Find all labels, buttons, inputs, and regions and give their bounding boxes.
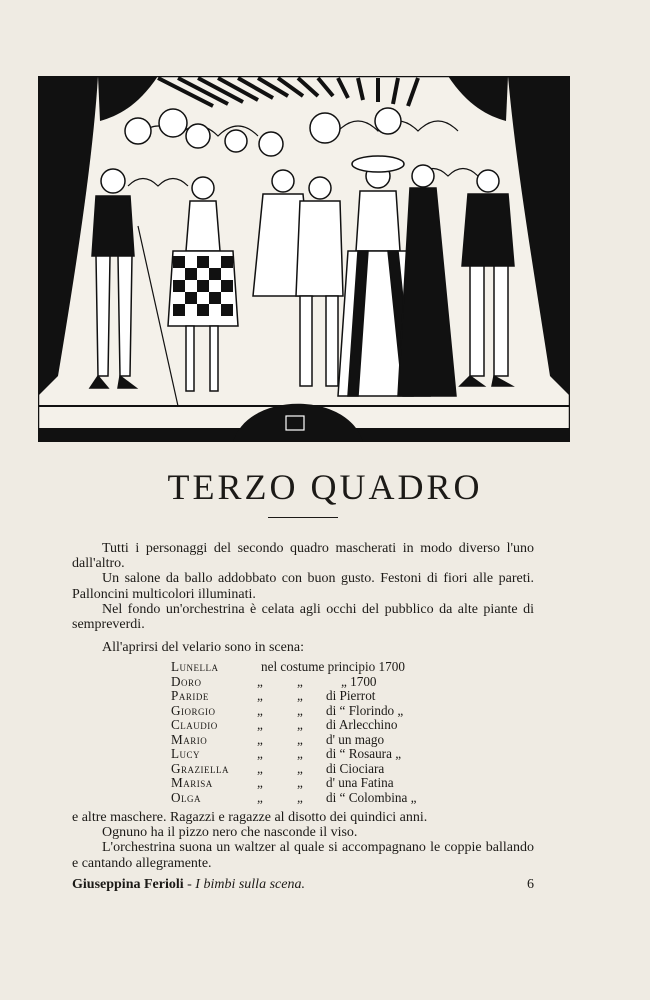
cast-row xyxy=(171,718,461,733)
costume-description: di “ Florindo „ xyxy=(326,702,404,718)
ditto-mark: „ xyxy=(297,775,303,790)
ditto-mark: „ xyxy=(297,731,303,747)
ditto-mark: „ xyxy=(297,688,303,703)
page-footer xyxy=(72,877,534,893)
paragraph: All'aprirsi del velario sono in scena: xyxy=(102,640,304,656)
heading-rule xyxy=(268,517,338,518)
paragraph: Un salone da ballo addobbato con buon gusto. Festoni di fiori alle pareti. Palloncini multicolori illuminati. xyxy=(72,571,534,602)
character-name: Paride xyxy=(171,688,209,703)
cast-row xyxy=(171,762,461,777)
costume-description: di “ Colombina „ xyxy=(326,789,417,805)
cast-row xyxy=(171,747,461,762)
cast-row xyxy=(171,776,461,791)
ditto-mark: „ xyxy=(257,717,263,732)
ditto-mark: „ xyxy=(257,673,263,689)
costume-description: d' una Fatina xyxy=(326,775,394,790)
ditto-mark: „ xyxy=(257,731,263,747)
paragraph: Ognuno ha il pizzo nero che nasconde il viso. xyxy=(102,825,358,841)
closing-text xyxy=(72,810,534,871)
costume-description: d' un mago xyxy=(326,731,385,747)
costume-description: di Pierrot xyxy=(326,688,376,703)
costume-description: „ 1700 xyxy=(341,673,377,689)
footer-separator: - xyxy=(183,877,196,892)
paragraph: L'orchestrina suona un waltzer al quale si accompagnano le coppie ballando e cantando allegramente. xyxy=(72,840,534,871)
costume-description: di “ Rosaura „ xyxy=(326,746,402,761)
footer-book-title: I bimbi sulla scena. xyxy=(195,877,305,892)
character-name: Mario xyxy=(171,731,208,747)
intro-text xyxy=(72,541,534,655)
character-name: Graziella xyxy=(171,760,230,776)
ditto-mark: „ xyxy=(297,673,303,689)
character-name: Lunella xyxy=(171,659,219,674)
ditto-mark: „ xyxy=(297,789,303,805)
character-name: Lucy xyxy=(171,746,201,761)
character-name: Marisa xyxy=(171,775,213,790)
ditto-mark: „ xyxy=(257,702,263,718)
ditto-mark: „ xyxy=(257,760,263,776)
costume-description: di Ciociara xyxy=(326,760,385,776)
cast-row xyxy=(171,733,461,748)
page-number: 6 xyxy=(527,877,534,892)
footer-author: Giuseppina Ferioli xyxy=(72,877,184,892)
ditto-mark: „ xyxy=(297,717,303,732)
cast-row xyxy=(171,660,461,675)
ditto-mark: „ xyxy=(257,688,263,703)
cast-row xyxy=(171,704,461,719)
character-name: Doro xyxy=(171,673,202,689)
ditto-mark: „ xyxy=(257,789,263,805)
cast-row xyxy=(171,791,461,806)
costume-description: nel costume principio 1700 xyxy=(261,659,405,674)
character-name: Giorgio xyxy=(171,702,216,718)
ditto-mark: „ xyxy=(297,760,303,776)
ditto-mark: „ xyxy=(257,746,263,761)
ditto-mark: „ xyxy=(257,775,263,790)
costume-description: di Arlecchino xyxy=(326,717,398,732)
cast-row xyxy=(171,689,461,704)
stage-illustration xyxy=(38,76,570,442)
character-name: Claudio xyxy=(171,717,218,732)
section-heading: TERZO QUADRO xyxy=(167,467,483,507)
paragraph: Tutti i personaggi del secondo quadro mascherati in modo diverso l'uno dall'altro. xyxy=(72,541,534,572)
character-name: Olga xyxy=(171,789,202,805)
cast-list xyxy=(171,660,461,805)
ditto-mark: „ xyxy=(297,702,303,718)
ditto-mark: „ xyxy=(297,746,303,761)
paragraph: Nel fondo un'orchestrina è celata agli occhi del pubblico da alte piante di sempreverdi. xyxy=(72,601,534,633)
cast-row xyxy=(171,675,461,690)
paragraph: e altre maschere. Ragazzi e ragazze al disotto dei quindici anni. xyxy=(72,810,428,825)
